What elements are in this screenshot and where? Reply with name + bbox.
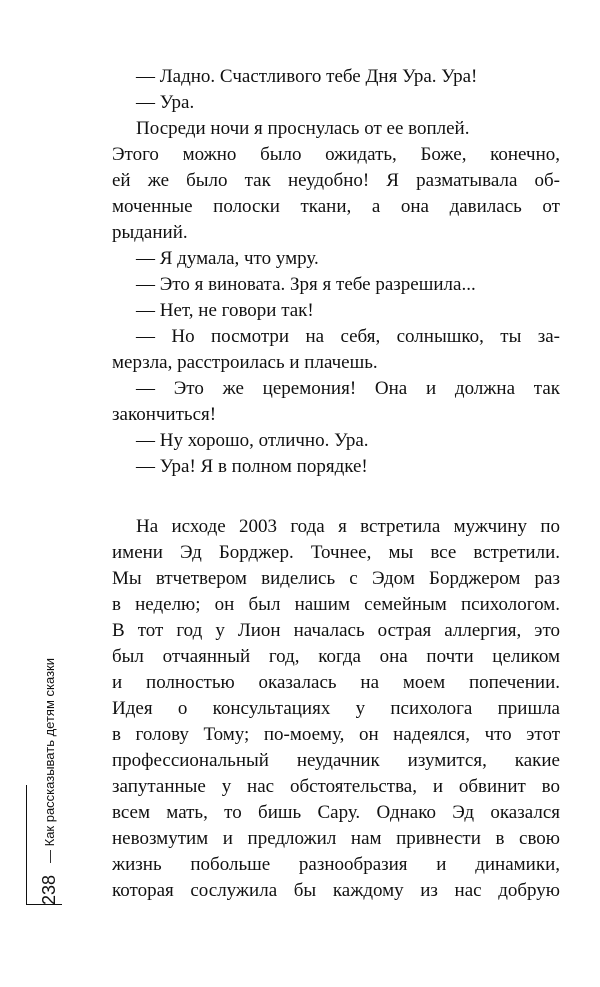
text-line: был отчаянный год, когда она почти целиком	[112, 646, 560, 667]
text-line: — Ладно. Счастливого тебе Дня Ура. Ура!	[136, 66, 478, 87]
text-line: — Я думала, что умру.	[136, 248, 319, 269]
text-line: закончиться!	[112, 404, 217, 425]
page-number: 238	[39, 874, 59, 905]
text-line: Мы втчетвером виделись с Эдом Борджером раз	[112, 568, 560, 589]
text-line: На исходе 2003 года я встретила мужчину по	[136, 516, 560, 537]
text-line: всем мать, то бишь Сару. Однако Эд оказался	[112, 802, 560, 823]
text-line: жизнь побольше разнообразия и динамики,	[112, 854, 560, 875]
text-line: ей же было так неудобно! Я разматывала об-	[112, 170, 560, 191]
text-line: В тот год у Лион началась острая аллергия, это	[112, 620, 560, 641]
text-line: Идея о консультациях у психолога пришла	[112, 698, 560, 719]
running-title	[42, 658, 58, 863]
text-line: Этого можно было ожидать, Боже, конечно,	[112, 144, 560, 165]
text-line: в голову Тому; по-моему, он надеялся, что этот	[112, 724, 560, 745]
section-break	[112, 480, 560, 514]
text-line: мерзла, расстроилась и плачешь.	[112, 352, 378, 373]
text-line: — Но посмотри на себя, солнышко, ты за-	[136, 326, 560, 347]
text-line: которая сослужила бы каждому из нас добрую	[112, 880, 560, 901]
text-line: — Нет, не говори так!	[136, 300, 314, 321]
text-line: — Ура.	[136, 92, 195, 113]
text-line: — Ну хорошо, отлично. Ура.	[136, 430, 369, 451]
text-line: рыданий.	[112, 222, 188, 243]
text-line: Посреди ночи я проснулась от ее воплей.	[136, 118, 470, 139]
page-text	[112, 64, 560, 904]
text-line: имени Эд Борджер. Точнее, мы все встретили.	[112, 542, 560, 563]
text-line: в неделю; он был нашим семейным психологом.	[112, 594, 560, 615]
text-line: моченные полоски ткани, а она давилась от	[112, 196, 560, 217]
text-line: — Это же церемония! Она и должна так	[136, 378, 560, 399]
running-title-text: Как рассказывать детям сказки	[42, 658, 57, 847]
text-line: и полностью оказалась на моем попечении.	[112, 672, 560, 693]
text-line: профессиональный неудачник изумится, какие	[112, 750, 560, 771]
running-head	[18, 575, 80, 905]
text-line: запутанные у нас обстоятельства, и обвинит во	[112, 776, 560, 797]
running-head-rule	[26, 785, 27, 905]
text-line: — Это я виновата. Зря я тебе разрешила...	[136, 274, 476, 295]
running-separator: —	[42, 850, 57, 863]
text-line: невозмутим и предложил нам привнести в свою	[112, 828, 560, 849]
text-line: — Ура! Я в полном порядке!	[136, 456, 368, 477]
